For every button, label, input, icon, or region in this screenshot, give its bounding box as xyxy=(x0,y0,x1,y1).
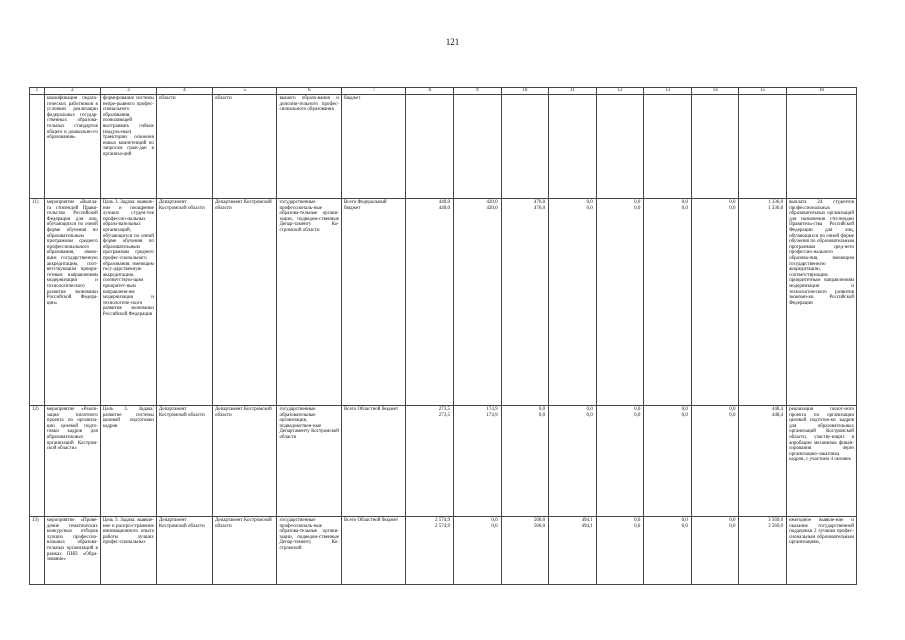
col-header: 12 xyxy=(596,88,644,95)
cell-v11 xyxy=(549,517,597,585)
col-header: 10 xyxy=(501,88,549,95)
col-header: 8 xyxy=(406,88,454,95)
value-line: 0,0 xyxy=(729,205,736,211)
cell-v11 xyxy=(549,199,597,406)
cell-no: 12) xyxy=(30,406,45,517)
cell-v14 xyxy=(691,517,739,585)
value-line: 0,0 xyxy=(634,200,641,205)
cell-v8 xyxy=(406,406,454,517)
cell-v10 xyxy=(501,95,549,199)
cell-v14 xyxy=(691,95,739,199)
cell-v8 xyxy=(406,517,454,585)
value-line: 2 574,9 xyxy=(435,523,451,529)
value-line: 0,0 xyxy=(729,518,736,523)
cell-v8 xyxy=(406,95,454,199)
cell-v15 xyxy=(739,199,787,406)
value-line: 0,0 xyxy=(681,518,688,523)
cell-col5: Департамент Костромской области xyxy=(212,517,277,585)
value-line: 500,0 xyxy=(533,518,546,523)
value-line: 0,0 xyxy=(491,523,498,529)
cell-col4: Департамент Костромской области xyxy=(156,406,212,517)
cell-v11 xyxy=(549,406,597,517)
cell-v9 xyxy=(454,95,502,199)
cell-v9 xyxy=(454,406,502,517)
cell-no: 13) xyxy=(30,517,45,585)
value-line: 0,0 xyxy=(634,407,641,412)
cell-v14 xyxy=(691,199,739,406)
value-line: 0,0 xyxy=(681,523,688,529)
value-line: 476,0 xyxy=(533,200,546,205)
cell-col4: Департамент Костромской области xyxy=(156,517,212,585)
cell-result xyxy=(787,95,857,199)
cell-measure: мероприятие «Реали-зация пилотного проекта по организа-ции целевой подго-товки кадров для образовательных организаций Костром-ской области» xyxy=(44,406,100,517)
col-header: 15 xyxy=(739,88,787,95)
cell-v13 xyxy=(644,199,692,406)
value-line: 1 336,0 xyxy=(768,200,784,205)
col-header: 13 xyxy=(644,88,692,95)
cell-col5: области xyxy=(212,95,277,199)
table-row xyxy=(30,199,857,406)
table-row xyxy=(30,406,857,517)
cell-v10 xyxy=(501,517,549,585)
col-header: 11 xyxy=(549,88,597,95)
cell-v12 xyxy=(596,517,644,585)
cell-v8 xyxy=(406,199,454,406)
cell-v13 xyxy=(644,517,692,585)
value-line: 0,0 xyxy=(634,412,641,418)
col-header: 14 xyxy=(691,88,739,95)
value-line: 0,0 xyxy=(586,200,593,205)
cell-v14 xyxy=(691,406,739,517)
cell-v13 xyxy=(644,95,692,199)
cell-no xyxy=(30,95,45,199)
table-row xyxy=(30,95,857,199)
cell-col6: государственные профессиональ-ные образова-тельные органи-зации, подведом-ственные Депар-таменту Ко-стромской области xyxy=(277,199,342,406)
cell-col6: государственные профессиональ-ные образова-тельные органи-зации, подведом-ственные Депар-таменту Ко-стромской xyxy=(277,517,342,585)
cell-no: 11) xyxy=(30,199,45,406)
value-line: 0,0 xyxy=(634,523,641,529)
value-line: 0,0 xyxy=(729,200,736,205)
cell-v12 xyxy=(596,199,644,406)
cell-col6: государственные образовательные организации, подведомствен-ные Департаменту Костромской области xyxy=(277,406,342,517)
cell-v15 xyxy=(739,517,787,585)
cell-source: Всего Областной бюджет xyxy=(341,406,406,517)
cell-result: реализация пилот-ного проекта по организации целевой подготов-ки кадров для образовательных организаций Костромской области, участву-ющих в апробации механизма финан-сирования через организацию-заказчика кадров, с участием 4 человек xyxy=(787,406,857,517)
col-header: 3 xyxy=(100,88,156,95)
value-line: 420,0 xyxy=(486,200,498,205)
program-table xyxy=(29,87,857,585)
value-line: 0,0 xyxy=(634,205,641,211)
col-header: 7 xyxy=(341,88,406,95)
value-line: 440,0 xyxy=(438,200,451,205)
cell-goal: Цель 3. Задача: выявле-ние и распро-странение инновационного опыта работы лучших профес-сиональных xyxy=(100,517,156,585)
value-line: 0,0 xyxy=(681,200,688,205)
cell-v9 xyxy=(454,199,502,406)
value-line: 3 569,0 xyxy=(768,518,784,523)
col-header: 5 xyxy=(212,88,277,95)
value-line: 3 569,0 xyxy=(768,523,784,529)
cell-source: Всего Областной бюджет xyxy=(341,517,406,585)
cell-goal: Цель 3. Задача: выявле-ние и поощрение лучших студен-тов профессио-нальных образо-вательных организаций, обучающихся по очной форме обучения по образовательным программам среднего профес-сионального образования, имеющим госу-дарственную аккредитацию, соответствую-щим приоритет-ным направлени-ям модернизации и технологиче-ского развития экономики Российской Федерации xyxy=(100,199,156,406)
value-line: 0,0 xyxy=(586,412,593,418)
value-line: 2 574,9 xyxy=(435,518,451,523)
cell-col4: Департамент Костромской области xyxy=(156,199,212,406)
cell-measure: мероприятие «Выпла-та стипендий Прави-тельства Российской Федерации для лиц, обучающихся по очной форме обучения по образовательным программам среднего профессионального образования, имею-щим государственную аккредитацию, соот-ветствующим приори-тетным направлениям модернизации и технологического развития экономики Российской Федера-ции» xyxy=(44,199,100,406)
value-line: 500,0 xyxy=(533,523,546,529)
cell-v12 xyxy=(596,95,644,199)
value-line: 420,0 xyxy=(486,205,498,211)
cell-col5: Департамент Костромской области xyxy=(212,199,277,406)
col-header: 1 xyxy=(30,88,45,95)
col-header: 16 xyxy=(787,88,857,95)
cell-v13 xyxy=(644,406,692,517)
cell-source: бюджет xyxy=(341,95,406,199)
cell-v11 xyxy=(549,95,597,199)
value-line: 494,1 xyxy=(581,518,593,523)
value-line: 0,0 xyxy=(729,407,736,412)
cell-col4: области xyxy=(156,95,212,199)
cell-source: Всего Федеральный бюджет xyxy=(341,199,406,406)
cell-v10 xyxy=(501,199,549,406)
cell-col6: вышего образо-вания и дополни-тельного профес-сионального образования xyxy=(277,95,342,199)
cell-v15 xyxy=(739,406,787,517)
cell-col5: Департамент Костромской области xyxy=(212,406,277,517)
value-line: 440,0 xyxy=(438,205,451,211)
col-header: 6 xyxy=(277,88,342,95)
value-line: 0,0 xyxy=(681,407,688,412)
cell-measure: мероприятие «Прове-дение тематических конкурсных отборов лучших профессио-нальных образова-тельных организаций в рамках ПНП «Обра-зование» xyxy=(44,517,100,585)
value-line: 0,0 xyxy=(538,412,546,418)
value-line: 0,0 xyxy=(586,205,593,211)
value-line: 273,5 xyxy=(438,412,451,418)
value-line: 1 336,0 xyxy=(768,205,784,211)
cell-goal: формирование системы непре-рывного профес-сионального образования, позволяющей выстраивать гибкие (модуль-ные) траектории освоения новых компетенций по запросам граж-дан в организа-ций xyxy=(100,95,156,199)
cell-measure: квалификации педаго-гических работников в условиях реализации федеральных государ-ственных образова-тельных стандартов общего и дошкольно-го образования» xyxy=(44,95,100,199)
col-header: 9 xyxy=(454,88,502,95)
value-line: 174,9 xyxy=(486,412,498,418)
cell-v9 xyxy=(454,517,502,585)
cell-goal: Цель 3. Задача: развитие системы целевой подготовки кадров xyxy=(100,406,156,517)
page-number: 121 xyxy=(445,37,460,47)
cell-result: ежегодное выявле-ние и оказание государственной поддержки 2 лучшим профес-сиональным образовательным организациям, xyxy=(787,517,857,585)
table-row xyxy=(30,517,857,585)
value-line: 448,4 xyxy=(771,407,784,412)
value-line: 494,1 xyxy=(581,523,593,529)
col-header: 2 xyxy=(44,88,100,95)
value-line: 0,0 xyxy=(634,518,641,523)
value-line: 448,4 xyxy=(771,412,784,418)
cell-v12 xyxy=(596,406,644,517)
col-header: 4 xyxy=(156,88,212,95)
value-line: 476,0 xyxy=(533,205,546,211)
cell-v15 xyxy=(739,95,787,199)
value-line: 0,0 xyxy=(538,407,546,412)
value-line: 0,0 xyxy=(729,412,736,418)
value-line: 273,5 xyxy=(438,407,451,412)
value-line: 0,0 xyxy=(586,407,593,412)
value-line: 0,0 xyxy=(681,205,688,211)
value-line: 0,0 xyxy=(491,518,498,523)
value-line: 0,0 xyxy=(681,412,688,418)
cell-result: выплата 24 студентов профессиональных образовательных организаций для назначения сти-пендии Правитель-ства Российской Федерации для лиц, обучающихся по очной форме обучения по образовательным программам сред-него профессио-нального образова-ния, имеющим государственную аккредитацию, соответствующим приоритетным направлениям модернизации и технологического развития экономи-ки Российской Федерации xyxy=(787,199,857,406)
value-line: 174,9 xyxy=(486,407,498,412)
value-line: 0,0 xyxy=(729,523,736,529)
header-row xyxy=(30,88,857,95)
cell-v10 xyxy=(501,406,549,517)
